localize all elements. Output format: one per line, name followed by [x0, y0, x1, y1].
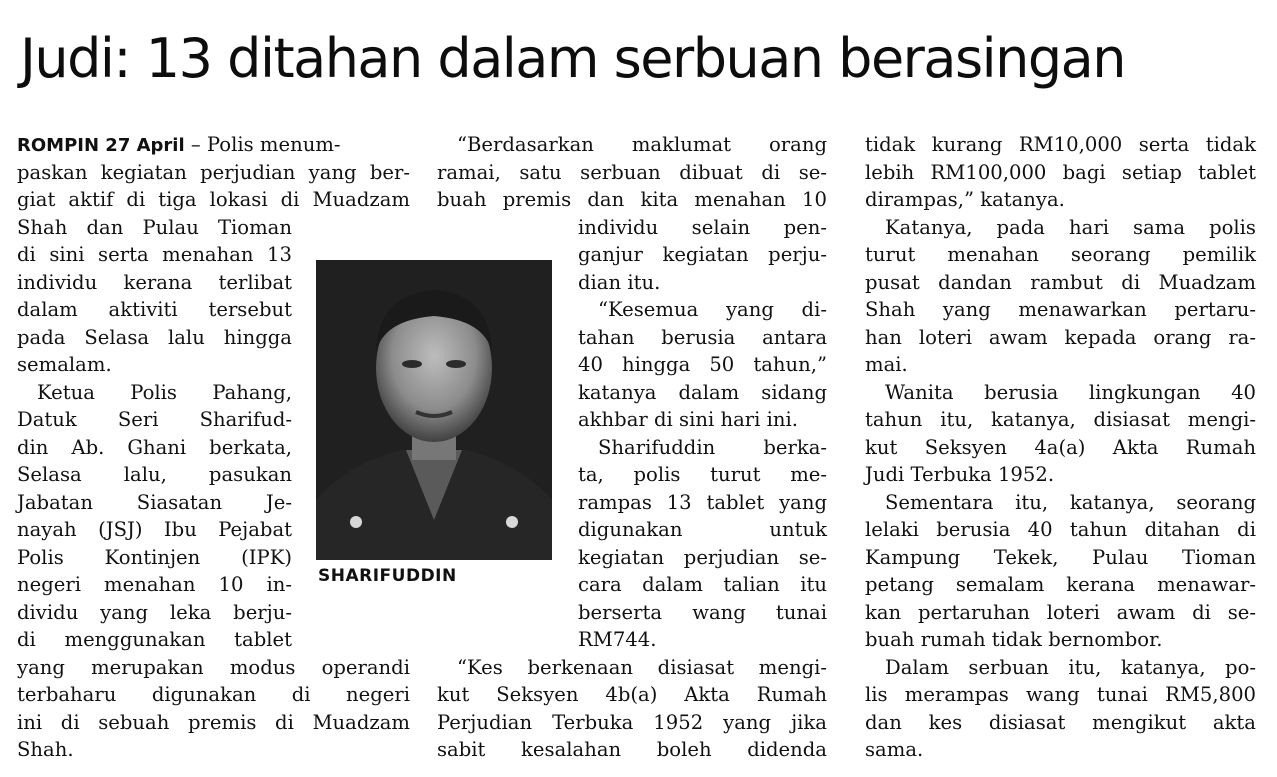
article-line: din Ab. Ghani berkata, [17, 435, 292, 459]
article-line: pada Selasa lalu hingga [17, 325, 292, 349]
article-line: “Kesemua yang di- [598, 298, 827, 321]
article-line: Perjudian Terbuka 1952 yang jika [437, 710, 827, 734]
photo-caption: SHARIFUDDIN [318, 566, 457, 586]
article-line: dirampas,” katanya. [865, 188, 1065, 211]
article-line: berserta wang tunai [578, 600, 827, 624]
article-line: kut Seksyen 4b(a) Akta Rumah [437, 683, 827, 706]
article-line: tidak kurang RM10,000 serta tidak [865, 133, 1256, 156]
article-line: terbaharu digunakan di negeri [17, 683, 410, 706]
article-line: rampas 13 tablet yang [578, 490, 827, 514]
article-line: Sharifuddin berka- [598, 435, 827, 459]
article-line: akhbar di sini hari ini. [578, 408, 799, 431]
article-line: Sementara itu, katanya, seorang [885, 490, 1256, 514]
article-line: dian itu. [578, 270, 661, 294]
article-line: tahun itu, katanya, disiasat mengi- [865, 408, 1256, 431]
portrait-person-icon [316, 260, 552, 560]
article-line: buah premis dan kita menahan 10 [437, 188, 827, 211]
article-line: individu selain pen- [578, 215, 827, 239]
article-line: yang merupakan modus operandi [17, 655, 410, 679]
article-line: Judi Terbuka 1952. [865, 463, 1055, 486]
article-line: ROMPIN 27 April – Polis menum- [17, 133, 341, 156]
article-line: individu kerana terlibat [17, 270, 292, 294]
article-line: Selasa lalu, pasukan [17, 463, 292, 486]
article-line: lelaki berusia 40 tahun ditahan di [865, 518, 1256, 541]
headline: Judi: 13 ditahan dalam serbuan berasingan [20, 27, 1125, 90]
article-line: Shah. [17, 738, 74, 761]
article-line: 40 hingga 50 tahun,” [578, 353, 827, 376]
article-line: Datuk Seri Sharifud- [17, 408, 292, 431]
article-line: Shah dan Pulau Tioman [17, 215, 292, 239]
article-line: semalam. [17, 353, 112, 376]
article-line: Jabatan Siasatan Je- [17, 490, 292, 514]
article-line: di sini serta menahan 13 [17, 243, 292, 266]
article-line: lis merampas wang tunai RM5,800 [865, 683, 1256, 706]
article-line: digunakan untuk [578, 518, 827, 541]
article-line: RM744. [578, 628, 657, 651]
article-line: “Kes berkenaan disiasat mengi- [457, 655, 827, 679]
article-line: negeri menahan 10 in- [17, 573, 292, 596]
article-line: nayah (JSJ) Ibu Pejabat [17, 518, 292, 541]
article-line: Polis Kontinjen (IPK) [17, 545, 292, 569]
article-line: mai. [865, 353, 908, 376]
article-line: Katanya, pada hari sama polis [885, 215, 1256, 239]
article-line: Kampung Tekek, Pulau Tioman [865, 545, 1256, 569]
article-line: ini di sebuah premis di Muadzam [17, 710, 410, 734]
article-line: sama. [865, 738, 924, 761]
article-line: Shah yang menawarkan pertaru- [865, 298, 1256, 321]
article-line: tahan berusia antara [578, 325, 827, 349]
article-line: giat aktif di tiga lokasi di Muadzam [17, 188, 410, 211]
article-line: dividu yang leka berju- [17, 600, 292, 624]
article-line: di menggunakan tablet [17, 628, 292, 651]
article-line: kan pertaruhan loteri awam di se- [865, 600, 1256, 624]
portrait-photo [316, 260, 552, 560]
article-line: Ketua Polis Pahang, [37, 380, 292, 404]
article-line: cara dalam talian itu [578, 573, 827, 596]
article-line: Wanita berusia lingkungan 40 [885, 380, 1256, 404]
article-line: kegiatan perjudian se- [578, 545, 827, 569]
article-line: ganjur kegiatan perju- [578, 243, 827, 266]
article-line: han loteri awam kepada orang ra- [865, 325, 1256, 349]
article-line: sabit kesalahan boleh didenda [437, 738, 827, 761]
article-line: dalam aktiviti tersebut [17, 298, 292, 321]
article-line: lebih RM100,000 bagi setiap tablet [865, 160, 1256, 184]
article-line: turut menahan seorang pemilik [865, 243, 1256, 266]
article-line: petang semalam kerana menawar- [865, 573, 1256, 596]
article-line: paskan kegiatan perjudian yang ber- [17, 160, 410, 184]
article-line: kut Seksyen 4a(a) Akta Rumah [865, 435, 1256, 459]
article-line: dan kes disiasat mengikut akta [865, 710, 1256, 734]
article-line: buah rumah tidak bernombor. [865, 628, 1163, 651]
article-line: Dalam serbuan itu, katanya, po- [885, 655, 1256, 679]
article-line: ta, polis turut me- [578, 463, 827, 486]
article-line: katanya dalam sidang [578, 380, 827, 404]
dateline: ROMPIN 27 April [17, 135, 185, 156]
article-line: ramai, satu serbuan dibuat di se- [437, 160, 827, 184]
article-line: “Berdasarkan maklumat orang [457, 133, 827, 156]
article-line: pusat dandan rambut di Muadzam [865, 270, 1256, 294]
